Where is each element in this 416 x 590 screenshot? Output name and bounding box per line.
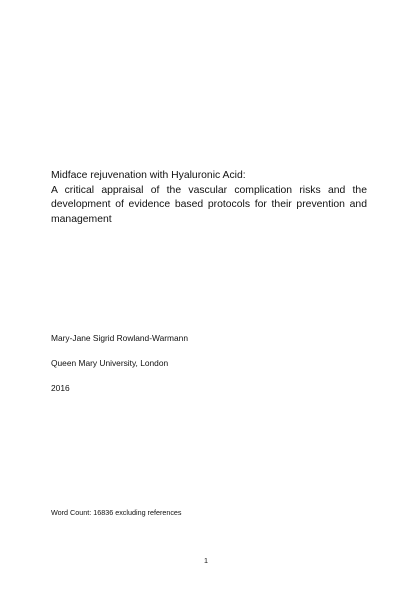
institution-name: Queen Mary University, London — [51, 358, 169, 368]
page-number: 1 — [204, 556, 208, 565]
document-subtitle: A critical appraisal of the vascular complication risks and the development of evidence based protocols for their prevention and management — [51, 184, 367, 225]
document-title: Midface rejuvenation with Hyaluronic Acid: — [51, 170, 246, 181]
publication-year: 2016 — [51, 383, 70, 393]
word-count: Word Count: 16836 excluding references — [51, 508, 182, 517]
title-block — [51, 169, 367, 227]
author-name: Mary-Jane Sigrid Rowland-Warmann — [51, 333, 188, 343]
